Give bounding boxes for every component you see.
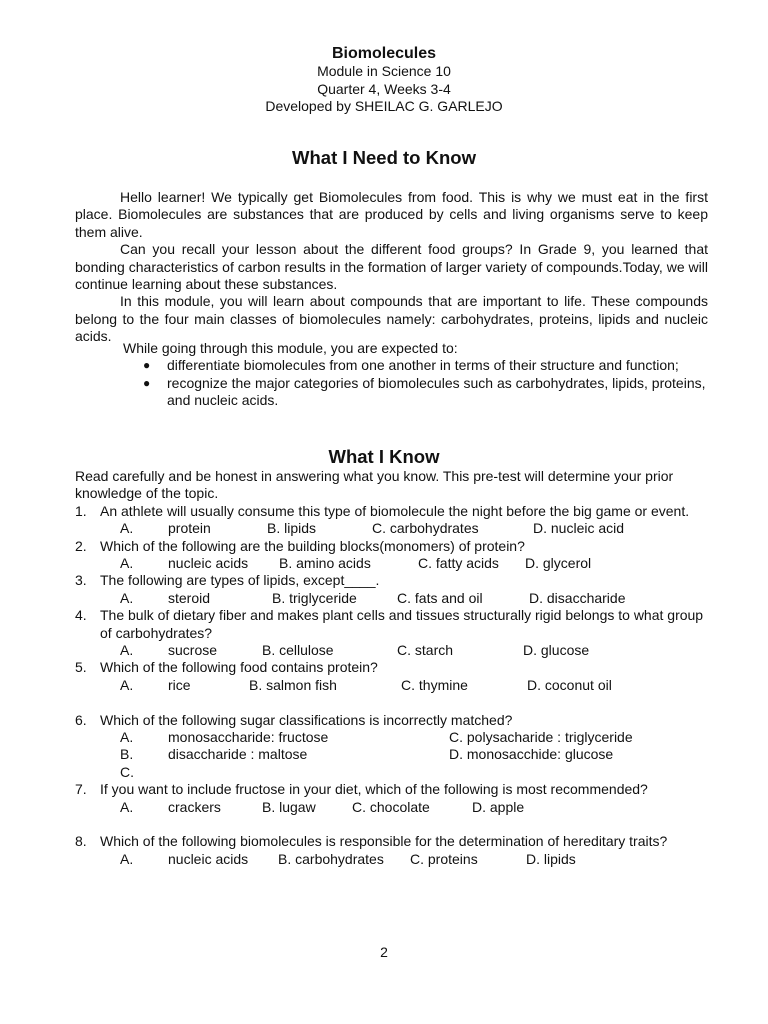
option-letter: A. — [120, 850, 134, 867]
answer-options — [75, 555, 708, 572]
option-letter: A. — [120, 729, 134, 745]
question — [75, 659, 708, 676]
option: D. nucleic acid — [533, 520, 625, 537]
bullet-icon: ● — [143, 375, 151, 390]
developer-label: Developed by SHEILAC G. GARLEJO — [265, 98, 503, 114]
option: nucleic acids — [168, 555, 249, 572]
option: B. lipids — [267, 520, 317, 537]
option-letter: A. — [120, 676, 134, 693]
option: C. fatty acids — [418, 555, 499, 572]
answer-options — [75, 729, 708, 746]
bullet-icon: ● — [143, 358, 151, 373]
question-number: 2. — [75, 537, 87, 554]
option: C. chocolate — [352, 798, 430, 815]
section-heading-know: What I Know — [328, 446, 440, 467]
page-number: 2 — [380, 944, 388, 960]
intro-paragraphs — [75, 189, 708, 346]
question-number: 3. — [75, 572, 87, 589]
paragraph: Hello learner! We typically get Biomolecules from food. This is why we must eat in the first place. Biomolecules are substances that are produced by cells and living organisms serve to keep them alive. — [75, 189, 708, 240]
question-text: Which of the following sugar classifications is incorrectly matched? — [100, 711, 513, 728]
question — [75, 781, 708, 798]
quarter-label: Quarter 4, Weeks 3-4 — [317, 80, 451, 97]
option: C. starch — [397, 642, 454, 659]
spacer — [75, 816, 708, 833]
option: C. proteins — [410, 850, 478, 867]
option: nucleic acids — [168, 850, 249, 867]
document-header — [0, 44, 768, 116]
option: crackers — [168, 798, 221, 815]
objectives — [75, 340, 708, 410]
answer-options — [75, 677, 708, 694]
option-letter: A. — [120, 555, 134, 572]
section-heading-need: What I Need to Know — [292, 147, 476, 168]
question — [75, 712, 708, 729]
option: C. fats and oil — [397, 589, 483, 606]
option: B. triglyceride — [272, 589, 357, 606]
bullet-text: differentiate biomolecules from one another in terms of their structure and function; — [167, 357, 679, 374]
answer-options — [75, 851, 708, 868]
question-number: 5. — [75, 659, 87, 676]
option: C. carbohydrates — [372, 520, 479, 537]
option: B. amino acids — [279, 555, 371, 572]
document-title: Biomolecules — [331, 45, 437, 62]
option-letter: A. — [120, 589, 134, 606]
option: rice — [168, 676, 191, 693]
option: sucrose — [168, 642, 218, 659]
option: D. glucose — [523, 642, 590, 659]
option-letter: A. — [120, 520, 134, 537]
option: steroid — [168, 589, 211, 606]
option: protein — [168, 520, 211, 537]
question-number: 4. — [75, 607, 87, 624]
option: D. monosacchide: glucose — [449, 746, 614, 763]
option-letter: A. — [120, 642, 134, 659]
question-text: Which of the following biomolecules is responsible for the determination of hereditary traits? — [100, 833, 668, 850]
answer-options — [75, 590, 708, 607]
bullet-item — [143, 375, 708, 410]
pretest — [75, 468, 708, 868]
objectives-list — [75, 357, 708, 409]
option: disaccharide : maltose — [168, 746, 308, 763]
paragraph: In this module, you will learn about compounds that are important to life. These compounds belong to the four main classes of biomolecules namely: carbohydrates, proteins, lipids and nucleic acids. — [75, 293, 708, 345]
bullet-text: recognize the major categories of biomolecules such as carbohydrates, lipids, proteins, and nucleic acids. — [167, 374, 706, 409]
option: monosaccharide: fructose — [168, 729, 329, 745]
option: B. lugaw — [262, 798, 316, 815]
option: C. polysacharide : triglyceride — [449, 729, 633, 745]
question — [75, 538, 708, 555]
paragraph: Can you recall your lesson about the different food groups? In Grade 9, you learned that bonding characteristics of carbon results in the formation of larger variety of compounds.Today, we will continue learning about these substances. — [75, 241, 708, 293]
question-text: Which of the following are the building blocks(monomers) of protein? — [100, 537, 525, 554]
question — [75, 503, 708, 520]
objectives-intro: While going through this module, you are expected to: — [123, 340, 458, 356]
option-letter: A. — [120, 798, 134, 815]
option-letter: B. — [120, 746, 134, 763]
question-text: Which of the following food contains protein? — [100, 659, 378, 676]
question-number: 6. — [75, 711, 87, 728]
module-label: Module in Science 10 — [317, 63, 451, 79]
question — [75, 572, 708, 589]
option: D. glycerol — [525, 555, 592, 572]
question-number: 1. — [75, 502, 87, 519]
question — [75, 833, 708, 850]
answer-options — [75, 764, 708, 781]
answer-options — [75, 746, 708, 763]
question-text: The following are types of lipids, except____. — [100, 572, 380, 589]
answer-options — [75, 642, 708, 659]
option: D. apple — [472, 798, 525, 815]
option: B. carbohydrates — [278, 850, 384, 867]
question-text: The bulk of dietary fiber and makes plant cells and tissues structurally rigid belongs to what group of carbohydrates? — [100, 607, 704, 641]
bullet-item — [143, 357, 708, 374]
spacer — [75, 694, 708, 711]
question-text: An athlete will usually consume this type of biomolecule the night before the big game or event. — [100, 502, 690, 519]
option: B. cellulose — [262, 642, 334, 659]
answer-options — [75, 799, 708, 816]
pretest-intro: Read carefully and be honest in answering what you know. This pre-test will determine your prior knowledge of the topic. — [75, 468, 674, 502]
option: C. thymine — [401, 676, 468, 693]
option: B. salmon fish — [249, 676, 337, 693]
option: D. lipids — [526, 850, 576, 867]
option-letter: C. — [120, 763, 134, 780]
answer-options — [75, 520, 708, 537]
option: D. coconut oil — [527, 676, 612, 693]
question — [75, 607, 708, 642]
option: D. disaccharide — [529, 589, 626, 606]
question-number: 7. — [75, 781, 87, 798]
question-number: 8. — [75, 833, 87, 850]
question-text: If you want to include fructose in your diet, which of the following is most recommended? — [100, 781, 648, 798]
